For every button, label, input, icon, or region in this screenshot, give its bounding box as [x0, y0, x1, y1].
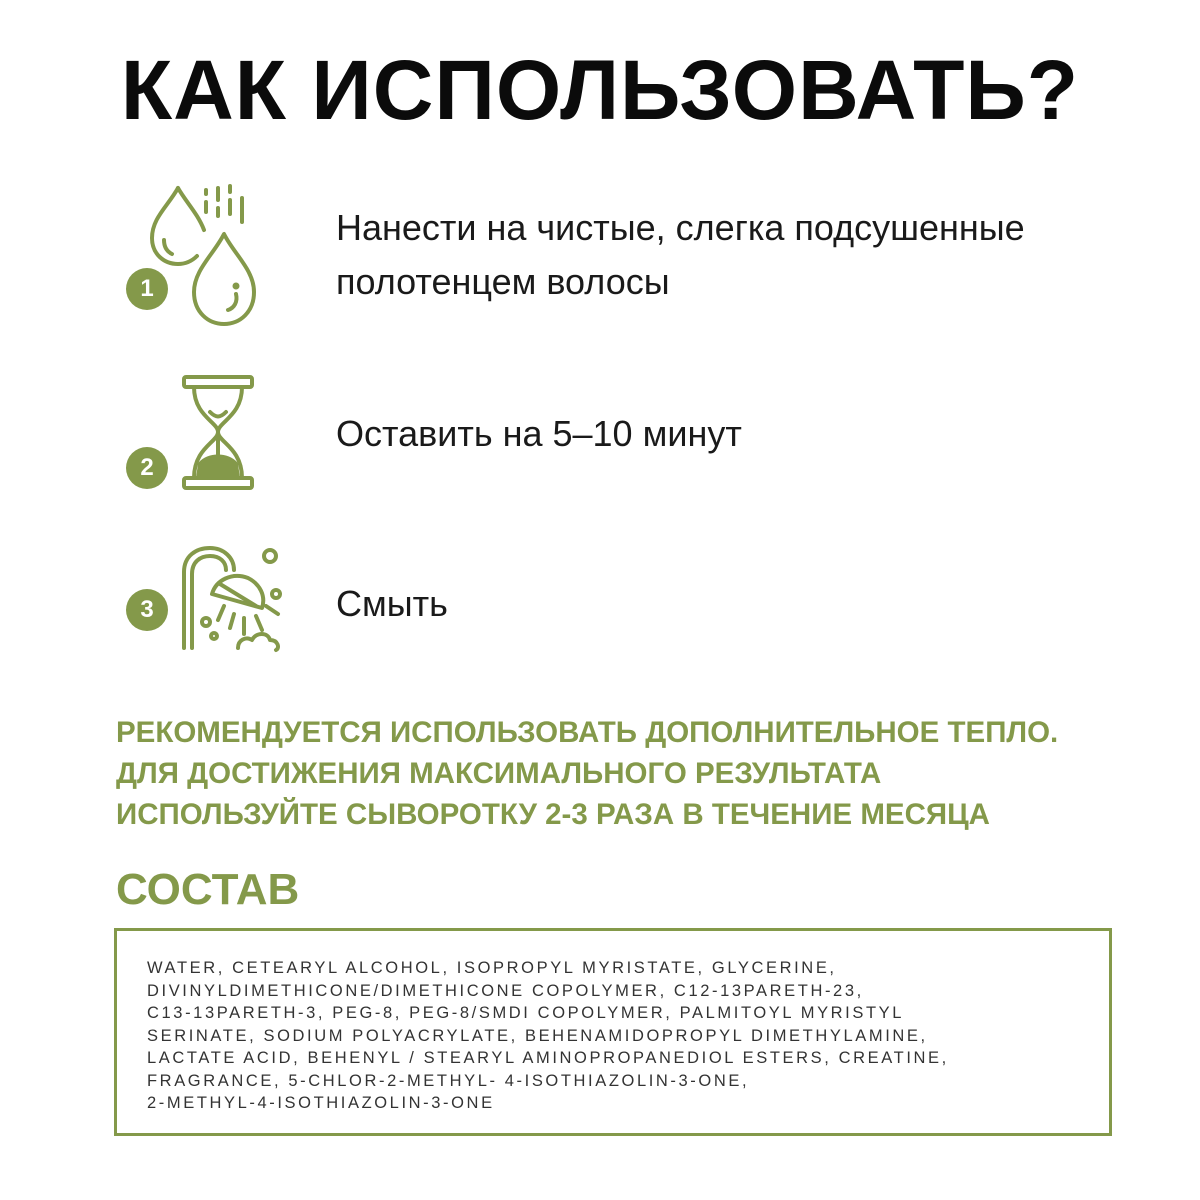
- ingredients-box: [114, 928, 1112, 1136]
- ingredients-line-4: SERINATE, SODIUM POLYACRYLATE, BEHENAMIDOPROPYL DIMETHYLAMINE,: [147, 1026, 928, 1045]
- usage-note: [116, 712, 1136, 835]
- step-1-icon-group: [120, 182, 270, 332]
- usage-note-line-1: РЕКОМЕНДУЕТСЯ ИСПОЛЬЗОВАТЬ ДОПОЛНИТЕЛЬНОЕ ТЕПЛО.: [116, 716, 1059, 749]
- step-2-number: 2: [140, 454, 154, 481]
- water-drops-icon: [120, 182, 270, 332]
- ingredients-line-1: WATER, CETEARYL ALCOHOL, ISOPROPYL MYRISTATE, GLYCERINE,: [147, 959, 837, 977]
- usage-note-line-3: ИСПОЛЬЗУЙТЕ СЫВОРОТКУ 2-3 РАЗА В ТЕЧЕНИЕ МЕСЯЦА: [116, 798, 990, 831]
- step-2-line-1: Оставить на 5–10 минут: [336, 413, 742, 454]
- step-3-line-1: Смыть: [336, 583, 448, 624]
- step-1-line-1: Нанести на чистые, слегка подсушенные: [336, 207, 1025, 248]
- step-2-text: [336, 407, 742, 461]
- step-1-number: 1: [140, 275, 154, 302]
- step-3-number: 3: [140, 596, 154, 623]
- step-1-line-2: полотенцем волосы: [336, 261, 670, 302]
- ingredients-line-6: FRAGRANCE, 5-CHLOR-2-METHYL- 4-ISOTHIAZOLIN-3-ONE,: [147, 1071, 750, 1090]
- usage-note-line-2: ДЛЯ ДОСТИЖЕНИЯ МАКСИМАЛЬНОГО РЕЗУЛЬТАТА: [116, 757, 882, 790]
- ingredients-line-7: 2-METHYL-4-ISOTHIAZOLIN-3-ONE: [147, 1094, 495, 1112]
- step-3-text: [336, 577, 448, 631]
- page-title: КАК ИСПОЛЬЗОВАТЬ?: [120, 43, 1080, 137]
- ingredients-line-2: DIVINYLDIMETHICONE/DIMETHICONE COPOLYMER, C12-13PARETH-23,: [147, 981, 864, 1000]
- ingredients-text: [147, 957, 1087, 1115]
- step-1-text: [336, 201, 1025, 309]
- step-3-icon-group: [120, 544, 290, 654]
- ingredients-line-3: C13-13PARETH-3, PEG-8, PEG-8/SMDI COPOLYMER, PALMITOYL MYRISTYL: [147, 1004, 905, 1022]
- composition-heading: СОСТАВ: [116, 865, 300, 914]
- ingredients-line-5: LACTATE ACID, BEHENYL / STEARYL AMINOPROPANEDIOL ESTERS, CREATINE,: [147, 1049, 949, 1067]
- step-2-icon-group: [120, 372, 270, 502]
